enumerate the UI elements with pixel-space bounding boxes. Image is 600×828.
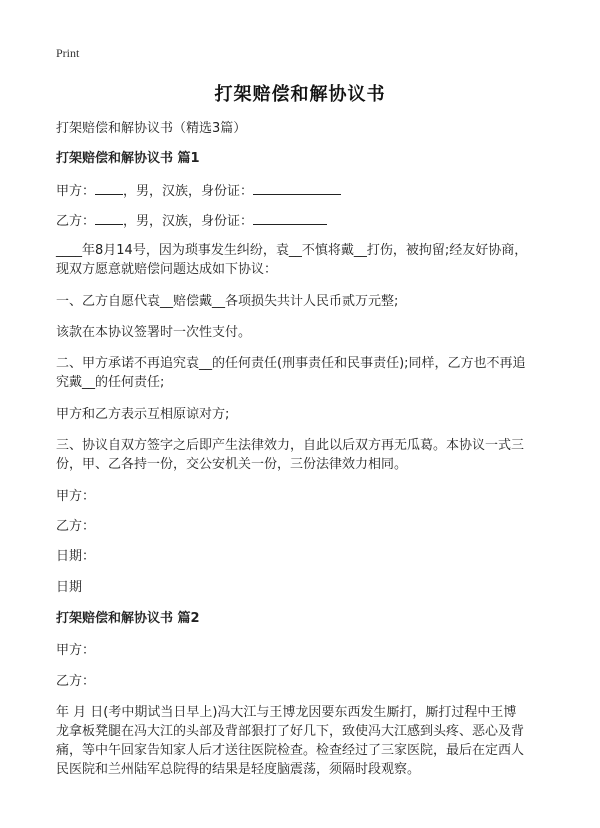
section-2-heading: 打架赔偿和解协议书 篇2: [56, 611, 200, 626]
name-blank: [95, 210, 123, 225]
document-subtitle: 打架赔偿和解协议书（精选3篇）: [56, 121, 247, 136]
name-blank: [95, 180, 123, 195]
clause-3-line-2: 份，甲、乙各持一份，交公安机关一份，三份法律效力相同。: [56, 457, 408, 472]
party-a-label: 甲方：: [56, 184, 96, 199]
party-b-label: 乙方：: [56, 214, 96, 229]
party-b-details: ，男，汉族，身份证：: [123, 214, 254, 229]
section-2-paragraph-line-1: 年 月 日(考中期试当日早上)冯大江与王博龙因要东西发生厮打，厮打过程中王博: [56, 705, 517, 720]
id-blank: [253, 180, 341, 195]
section-2-party-a: 甲方：: [56, 643, 96, 658]
clause-1: 一、乙方自愿代袁__赔偿戴__各项损失共计人民币贰万元整;: [56, 294, 399, 309]
date-field: 日期：: [56, 549, 96, 564]
clause-2-line-2: 究戴__的任何责任;: [56, 375, 165, 390]
party-a-details: ，男，汉族，身份证：: [123, 184, 254, 199]
print-link[interactable]: Print: [56, 46, 80, 60]
clause-2-line-1: 二、甲方承诺不再追究袁__的任何责任(刑事责任和民事责任);同样，乙方也不再追: [56, 356, 526, 371]
id-blank: [253, 210, 327, 225]
signature-party-b: 乙方：: [56, 519, 96, 534]
section-2-party-b: 乙方：: [56, 674, 96, 689]
intro-line-1: ____年8月14号，因为琐事发生纠纷，袁__不慎将戴__打伤，被拘留;经友好协商，: [56, 243, 528, 258]
section-1-party-a: [56, 180, 556, 203]
section-2-paragraph-line-3: 痛，等中午回家告知家人后才送往医院检查。检查经过了三家医院，最后在定西人: [56, 743, 525, 758]
signature-party-a: 甲方：: [56, 489, 96, 504]
section-1-party-b: [56, 210, 556, 233]
document-title: 打架赔偿和解协议书: [214, 84, 386, 105]
section-2-paragraph-line-4: 民医院和兰州陆军总院得的结果是轻度脑震荡，须隔时段观察。: [56, 762, 421, 777]
section-2-paragraph-line-2: 龙拿板凳腿在冯大江的头部及背部狠打了好几下，致使冯大江感到头疼、恶心及背: [56, 724, 525, 739]
intro-line-2: 现双方愿意就赔偿问题达成如下协议：: [56, 262, 278, 277]
section-1-heading: 打架赔偿和解协议书 篇1: [56, 151, 200, 166]
date-field-2: 日期: [56, 580, 83, 595]
forgiveness-statement: 甲方和乙方表示互相原谅对方;: [56, 407, 230, 422]
clause-3-line-1: 三、协议自双方签字之后即产生法律效力，自此以后双方再无瓜葛。本协议一式三: [56, 438, 525, 453]
clause-1-note: 该款在本协议签署时一次性支付。: [56, 325, 252, 340]
